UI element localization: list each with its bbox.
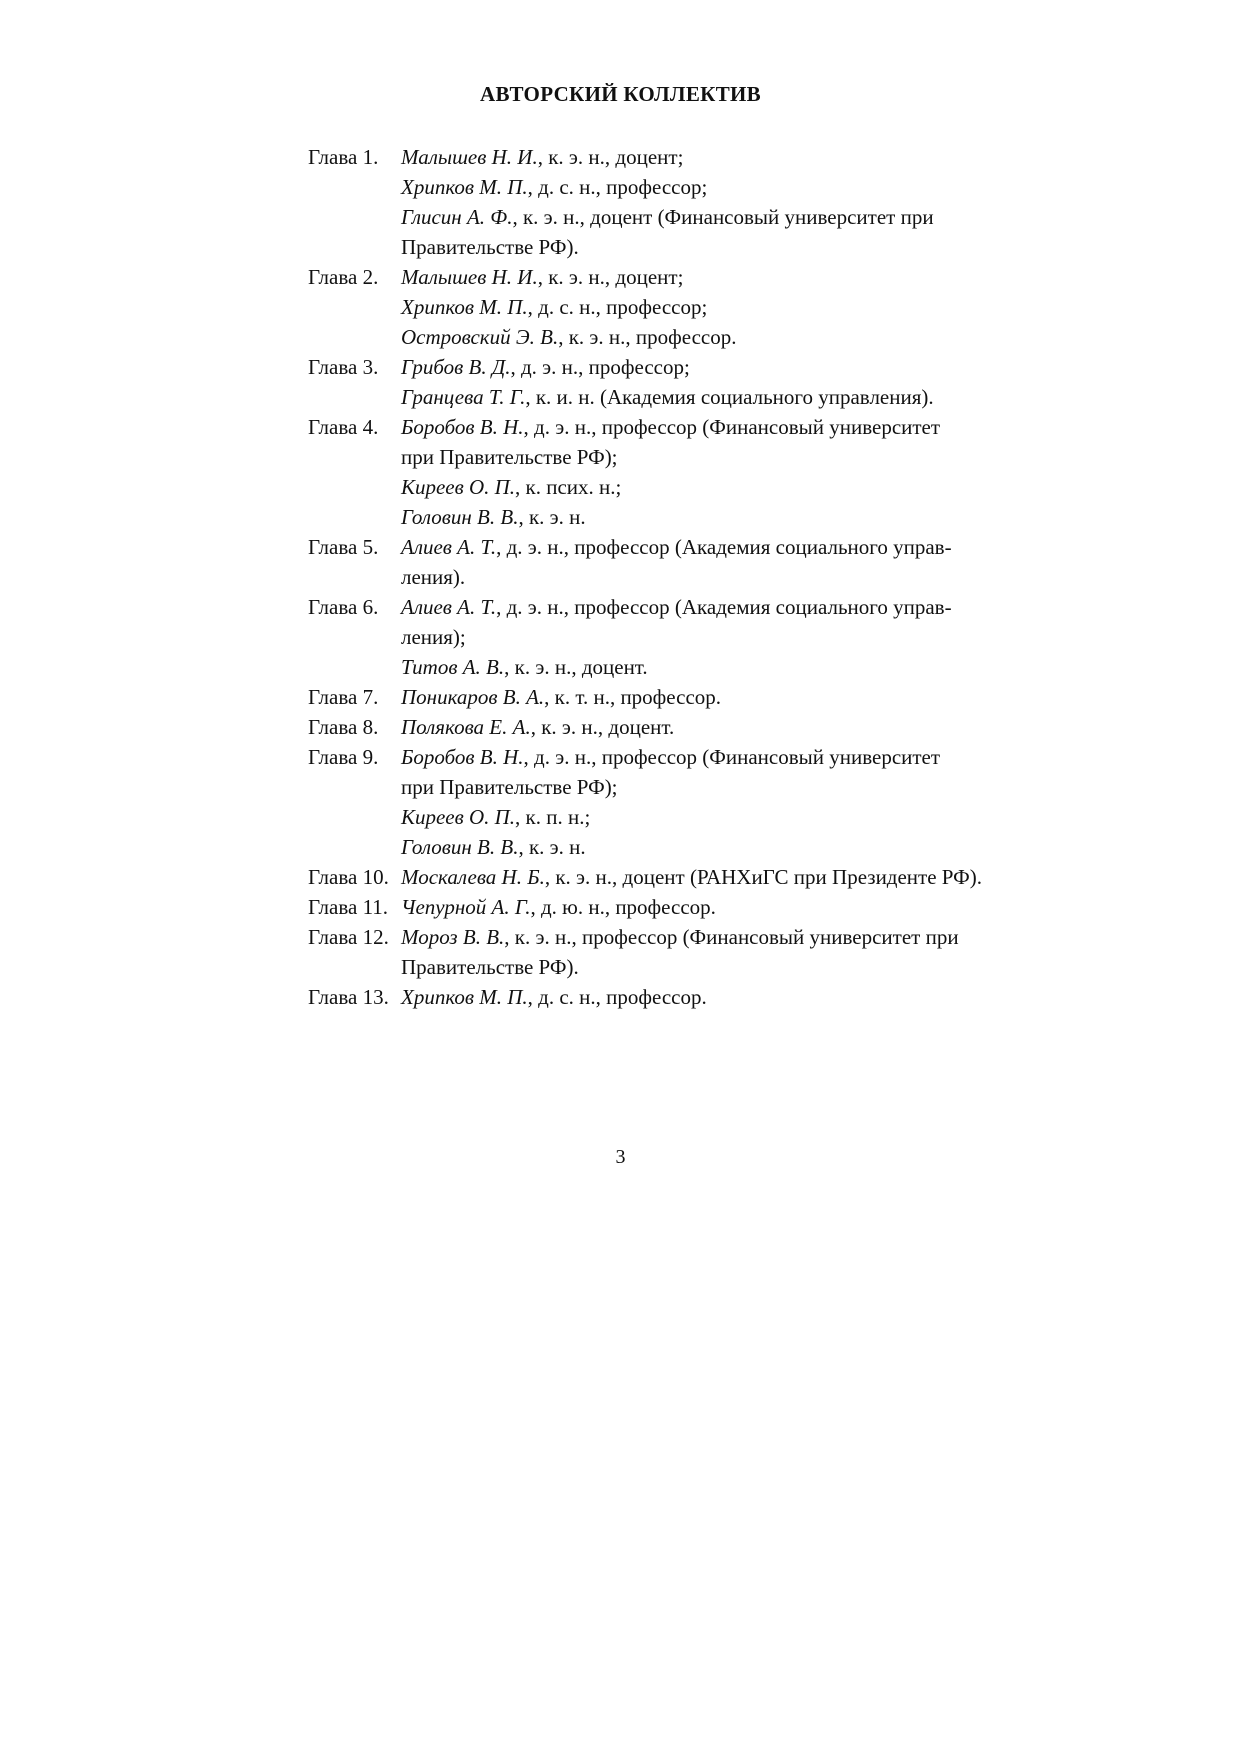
author-credentials: , д. э. н., профессор (Финансовый университет [523,745,941,769]
author-line [401,712,1008,742]
author-name: Головин В. В. [401,505,519,529]
chapter-label: Глава 2. [308,265,379,289]
author-credentials: , к. э. н. [518,505,586,529]
author-credentials: , к. э. н. [518,835,586,859]
author-credentials: ления). [401,565,466,589]
author-name: Малышев Н. И. [401,145,538,169]
author-line [401,862,1008,892]
author-name: Боробов В. Н. [401,745,524,769]
author-line [401,172,1008,202]
chapter-entry [308,682,1008,712]
chapter-authors [401,982,1008,1012]
author-line [401,982,1008,1012]
author-credentials: , д. с. н., профессор; [527,295,708,319]
author-name: Хрипков М. П. [401,985,528,1009]
author-line [401,352,1008,382]
author-name: Хрипков М. П. [401,175,528,199]
author-credentials: , к. п. н.; [515,805,591,829]
page-title: АВТОРСКИЙ КОЛЛЕКТИВ [480,82,761,106]
chapter-entry [308,922,1008,982]
author-name: Малышев Н. И. [401,265,538,289]
author-credentials: при Правительстве РФ); [401,445,618,469]
author-line [401,322,1008,352]
author-line [401,772,1008,802]
author-line [401,802,1008,832]
author-name: Алиев А. Т. [401,535,497,559]
author-line [401,262,1008,292]
page-number: 3 [615,1146,626,1168]
author-line [401,622,1008,652]
author-line [401,652,1008,682]
author-line [401,952,1008,982]
chapter-label: Глава 10. [308,865,389,889]
author-line [401,472,1008,502]
chapter-authors [401,862,1008,892]
author-credentials: , д. с. н., профессор; [527,175,708,199]
chapter-entry [308,892,1008,922]
author-line [401,142,1008,172]
author-name: Грибов В. Д. [401,355,511,379]
chapter-label: Глава 8. [308,715,379,739]
chapter-authors [401,592,1008,682]
chapter-authors [401,532,1008,592]
chapter-label: Глава 12. [308,925,389,949]
author-credentials: , к. э. н., профессор (Финансовый университет при [504,925,959,949]
chapter-authors [401,682,1008,712]
author-line [401,502,1008,532]
chapter-entry [308,742,1008,862]
author-line [401,532,1008,562]
chapter-authors [401,262,1008,352]
author-line [401,292,1008,322]
author-credentials: , к. псих. н.; [515,475,622,499]
author-credentials: , д. э. н., профессор; [510,355,690,379]
author-line [401,832,1008,862]
chapter-authors [401,742,1008,862]
author-credentials: , д. ю. н., профессор. [530,895,716,919]
chapter-entry [308,712,1008,742]
chapter-label: Глава 11. [308,895,389,919]
author-credentials: , к. э. н., доцент. [504,655,648,679]
author-name: Титов А. В. [401,655,505,679]
chapter-label: Глава 7. [308,685,379,709]
author-credentials: , к. э. н., доцент (Финансовый университет при [512,205,934,229]
chapter-label: Глава 3. [308,355,379,379]
author-list [308,142,1008,1012]
author-name: Глисин А. Ф. [401,205,513,229]
author-name: Алиев А. Т. [401,595,497,619]
author-line [401,412,1008,442]
author-line [401,922,1008,952]
author-line [401,232,1008,262]
author-credentials: ления); [401,625,466,649]
author-name: Хрипков М. П. [401,295,528,319]
chapter-authors [401,712,1008,742]
author-line [401,442,1008,472]
chapter-entry [308,412,1008,532]
chapter-label: Глава 4. [308,415,379,439]
author-line [401,382,1008,412]
chapter-entry [308,262,1008,352]
chapter-entry [308,532,1008,592]
author-credentials: , д. э. н., профессор (Академия социального управ- [496,535,952,559]
author-line [401,682,1008,712]
author-line [401,892,1008,922]
author-credentials: , д. с. н., профессор. [527,985,707,1009]
chapter-authors [401,142,1008,262]
author-line [401,202,1008,232]
author-credentials: Правительстве РФ). [401,235,579,259]
author-name: Мороз В. В. [401,925,505,949]
author-name: Чепурной А. Г. [401,895,531,919]
chapter-entry [308,592,1008,682]
author-credentials: Правительстве РФ). [401,955,579,979]
chapter-entry [308,142,1008,262]
author-credentials: , д. э. н., профессор (Финансовый университет [523,415,941,439]
chapter-entry [308,862,1008,892]
chapter-authors [401,892,1008,922]
author-name: Москалева Н. Б. [401,865,545,889]
author-credentials: , к. э. н., профессор. [558,325,737,349]
author-name: Полякова Е. А. [401,715,531,739]
chapter-authors [401,922,1008,982]
author-credentials: , к. э. н., доцент (РАНХиГС при Президенте РФ). [544,865,982,889]
author-name: Головин В. В. [401,835,519,859]
author-name: Боробов В. Н. [401,415,524,439]
author-credentials: , к. э. н., доцент; [537,265,684,289]
author-credentials: , к. э. н., доцент; [537,145,684,169]
author-credentials: , к. э. н., доцент. [530,715,675,739]
author-name: Киреев О. П. [401,475,516,499]
author-name: Гранцева Т. Г. [401,385,526,409]
chapter-label: Глава 5. [308,535,379,559]
author-credentials: , к. и. н. (Академия социального управления). [525,385,934,409]
chapter-label: Глава 13. [308,985,389,1009]
chapter-entry [308,982,1008,1012]
author-name: Поникаров В. А. [401,685,545,709]
chapter-authors [401,352,1008,412]
chapter-label: Глава 1. [308,145,379,169]
author-credentials: при Правительстве РФ); [401,775,618,799]
chapter-label: Глава 6. [308,595,379,619]
author-line [401,592,1008,622]
author-name: Киреев О. П. [401,805,516,829]
author-name: Островский Э. В. [401,325,559,349]
author-line [401,562,1008,592]
author-line [401,742,1008,772]
chapter-authors [401,412,1008,532]
author-credentials: , к. т. н., профессор. [544,685,722,709]
author-credentials: , д. э. н., профессор (Академия социального управ- [496,595,952,619]
chapter-label: Глава 9. [308,745,379,769]
chapter-entry [308,352,1008,412]
